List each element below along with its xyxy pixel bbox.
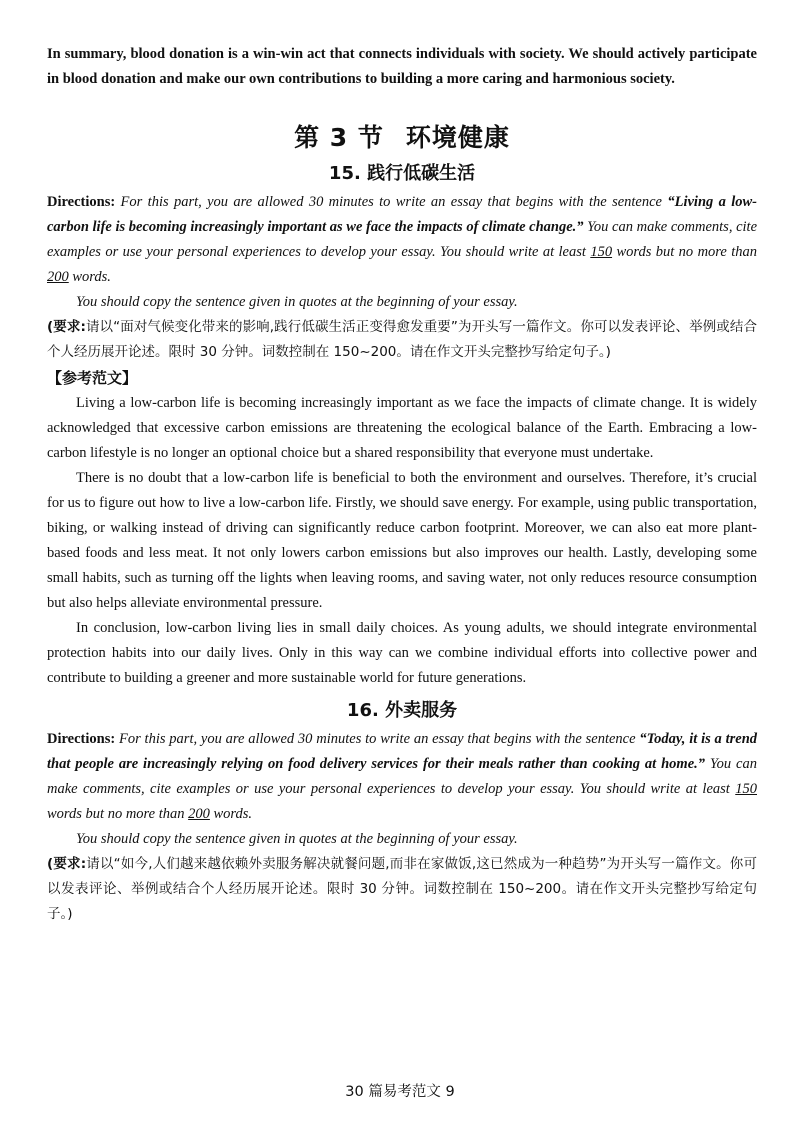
essay-15-chinese-requirements [47, 315, 757, 365]
directions-text-4: words. [68, 269, 111, 285]
directions-text-3: words but no more than [612, 244, 757, 260]
essay-15-paragraph-3: In conclusion, low-carbon living lies in small daily choices. As young adults, we should integrate environmental protection habits into our daily lives. Only in this way can we combine individual efforts into collective power and contribute to building a greener and more sustainable world for future generations. [47, 620, 757, 686]
directions-label: Directions: [47, 731, 116, 747]
essay-15-paragraph-2: There is no doubt that a low-carbon life is beneficial to both the environment and ourselves. Therefore, it’s crucial for us to figure out how to live a low-carbon life. Firstly, we should save energy. For example, using public transportation, biking, or walking instead of driving can significantly reduce carbon footprint. Moreover, we can also eat more plant-based foods and less meat. It not only lowers carbon emissions but also improves our health. Lastly, developing some small habits, such as turning off the lights when leaving rooms, and saving water, not only reduces resource consumption but also helps alleviate environmental pressure. [47, 470, 757, 611]
essay-15-paragraph-1: Living a low-carbon life is becoming increasingly important as we face the impacts of climate change. It is widely acknowledged that excessive carbon emissions are threatening the ecological balance of the Earth. Embracing a low-carbon lifestyle is no longer an optional choice but a shared responsibility that everyone must undertake. [47, 395, 757, 461]
essay-15-prompt-sentence: “Living a low-carbon life is becoming increasingly important as we face the impacts of climate change.” [47, 194, 757, 235]
directions-text-1: For this part, you are allowed 30 minutes to write an essay that begins with the sentence [115, 731, 640, 747]
section-heading [47, 120, 757, 156]
requirement-text: 请以“面对气候变化带来的影响,践行低碳生活正变得愈发重要”为开头写一篇作文。你可以发表评论、举例或结合个人经历展开论述。限时 30 分钟。词数控制在 150~200。请在作文开头完整抄写给定句子。) [47, 319, 757, 360]
section-label: 第 3 节 [294, 123, 384, 152]
essay-15-title: 15. 践行低碳生活 [328, 163, 476, 184]
max-words: 200 [188, 806, 210, 822]
essay-15-copy-note: You should copy the sentence given in quotes at the beginning of your essay. [76, 294, 518, 310]
essay-16-chinese-requirements [47, 852, 757, 927]
requirement-label: (要求: [47, 856, 87, 872]
max-words: 200 [47, 269, 69, 285]
essay-15-directions [47, 190, 757, 290]
page-footer: 30 篇易考范文 9 [345, 1084, 455, 1100]
min-words: 150 [590, 244, 613, 260]
min-words: 150 [735, 781, 757, 797]
directions-text-2: You can make comments, cite examples or use your personal experiences to develop your essay. You should write at least [47, 219, 757, 260]
requirement-label: (要求: [47, 319, 86, 335]
directions-label: Directions: [47, 194, 116, 210]
section-title: 环境健康 [405, 123, 510, 152]
directions-text-1: For this part, you are allowed 30 minutes to write an essay that begins with the sentence [115, 194, 668, 210]
directions-text-4: words. [209, 806, 253, 822]
essay-16-directions [47, 727, 757, 827]
essay-16-copy-note: You should copy the sentence given in quotes at the beginning of your essay. [76, 831, 518, 847]
document-page [47, 42, 757, 927]
essay-16-title: 16. 外卖服务 [346, 700, 458, 721]
blood-donation-summary: In summary, blood donation is a win-win act that connects individuals with society. We should actively participate in blood donation and make our own contributions to building a more caring and harmonious society. [47, 46, 757, 87]
directions-text-2: You can make comments, cite examples or use your personal experiences to develop your essay. You should write at least [47, 756, 757, 797]
requirement-text: 请以“如今,人们越来越依赖外卖服务解决就餐问题,而非在家做饭,这已然成为一种趋势”为开头写一篇作文。你可以发表评论、举例或结合个人经历展开论述。限时 30 分钟。词数控制在 150~200。请在作文开头完整抄写给定句子。) [47, 856, 757, 922]
reference-essay-heading: 【参考范文】 [47, 369, 138, 387]
directions-text-3: words but no more than [47, 806, 189, 822]
essay-16-prompt-sentence: “Today, it is a trend that people are increasingly relying on food delivery services for their meals rather than cooking at home.” [47, 731, 758, 772]
